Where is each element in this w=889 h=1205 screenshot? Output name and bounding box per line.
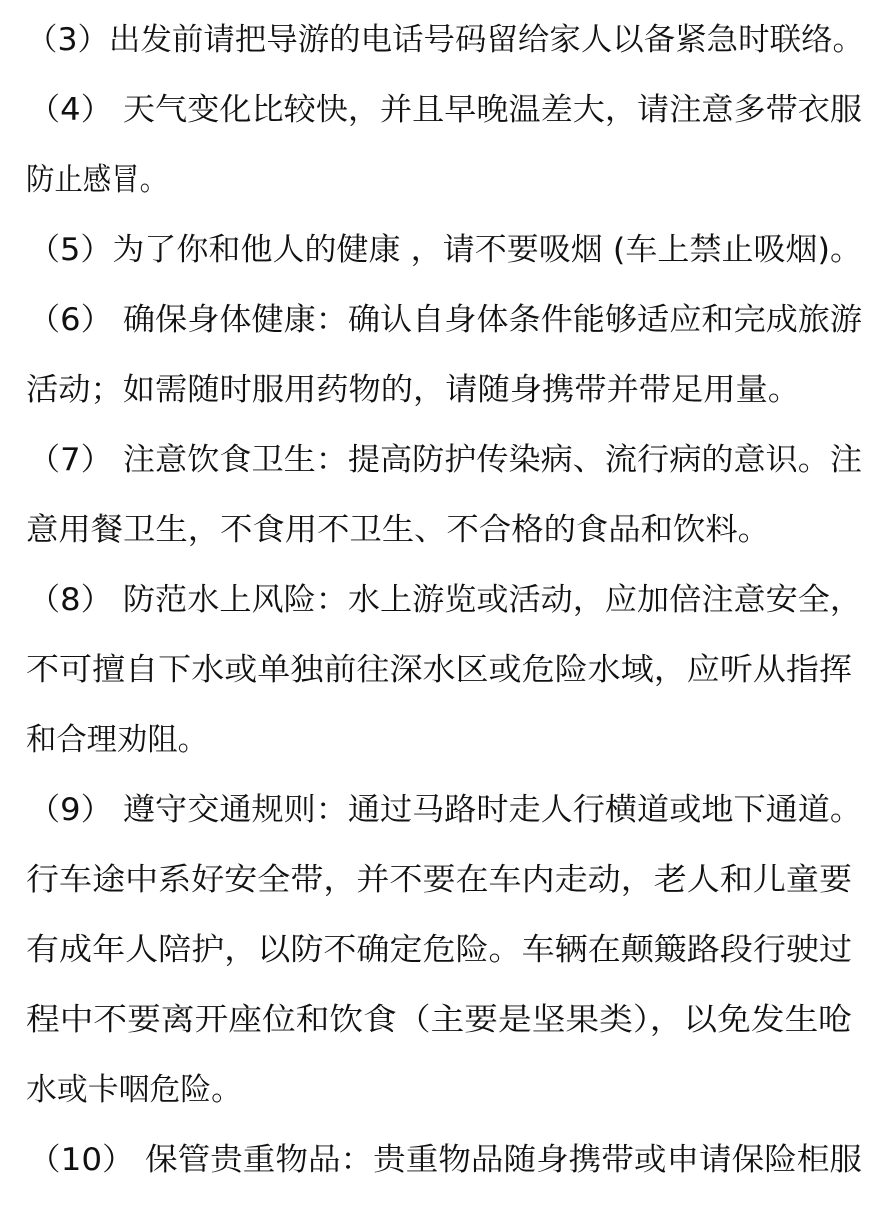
text-line-5 — [0, 285, 889, 355]
text-line-12-content: （9） 遵守交通规则：通过马路时走人行横道或地下通道。 — [28, 792, 862, 828]
text-line-15-content: 程中不要离开座位和饮食（主要是坚果类），以免发生呛 — [26, 1002, 852, 1038]
text-line-8 — [0, 495, 889, 565]
text-line-10 — [0, 635, 889, 705]
text-line-2-content: （4） 天气变化比较快，并且早晚温差大，请注意多带衣服 — [28, 92, 862, 128]
text-line-9-content: （8） 防范水上风险：水上游览或活动，应加倍注意安全， — [28, 582, 862, 618]
text-line-9 — [0, 565, 889, 635]
text-line-7-content: （7） 注意饮食卫生：提高防护传染病、流行病的意识。注 — [28, 442, 862, 478]
text-line-17-content: （10） 保管贵重物品：贵重物品随身携带或申请保险柜服 — [28, 1142, 862, 1178]
text-line-1-content: （3）出发前请把导游的电话号码留给家人以备紧急时联络。 — [26, 22, 864, 58]
text-line-8-content: 意用餐卫生，不食用不卫生、不合格的食品和饮料。 — [26, 512, 770, 548]
text-line-12 — [0, 775, 889, 845]
text-line-11-content: 和合理劝阻。 — [26, 722, 208, 758]
text-line-14-content: 有成年人陪护，以防不确定危险。车辆在颠簸路段行驶过 — [26, 932, 853, 968]
text-line-4-content: （5）为了你和他人的健康 ，请不要吸烟 (车上禁止吸烟)。 — [28, 232, 862, 268]
text-line-11 — [0, 705, 889, 775]
text-line-6 — [0, 355, 889, 425]
text-line-3 — [0, 145, 889, 215]
text-line-6-content: 活动；如需随时服用药物的，请随身携带并带足用量。 — [26, 372, 800, 408]
text-line-10-content: 不可擅自下水或单独前往深水区或危险水域，应听从指挥 — [26, 652, 853, 688]
text-line-7 — [0, 425, 889, 495]
text-line-14 — [0, 915, 889, 985]
text-line-16-content: 水或卡咽危险。 — [26, 1072, 242, 1108]
text-line-3-content: 防止感冒。 — [26, 162, 168, 198]
text-line-13 — [0, 845, 889, 915]
text-line-17 — [0, 1125, 889, 1195]
text-line-1 — [0, 5, 889, 75]
text-line-5-content: （6） 确保身体健康：确认自身体条件能够适应和完成旅游 — [28, 302, 862, 338]
text-line-13-content: 行车途中系好安全带，并不要在车内走动，老人和儿童要 — [26, 862, 853, 898]
text-line-2 — [0, 75, 889, 145]
text-line-16 — [0, 1055, 889, 1125]
text-line-4 — [0, 215, 889, 285]
text-line-15 — [0, 985, 889, 1055]
